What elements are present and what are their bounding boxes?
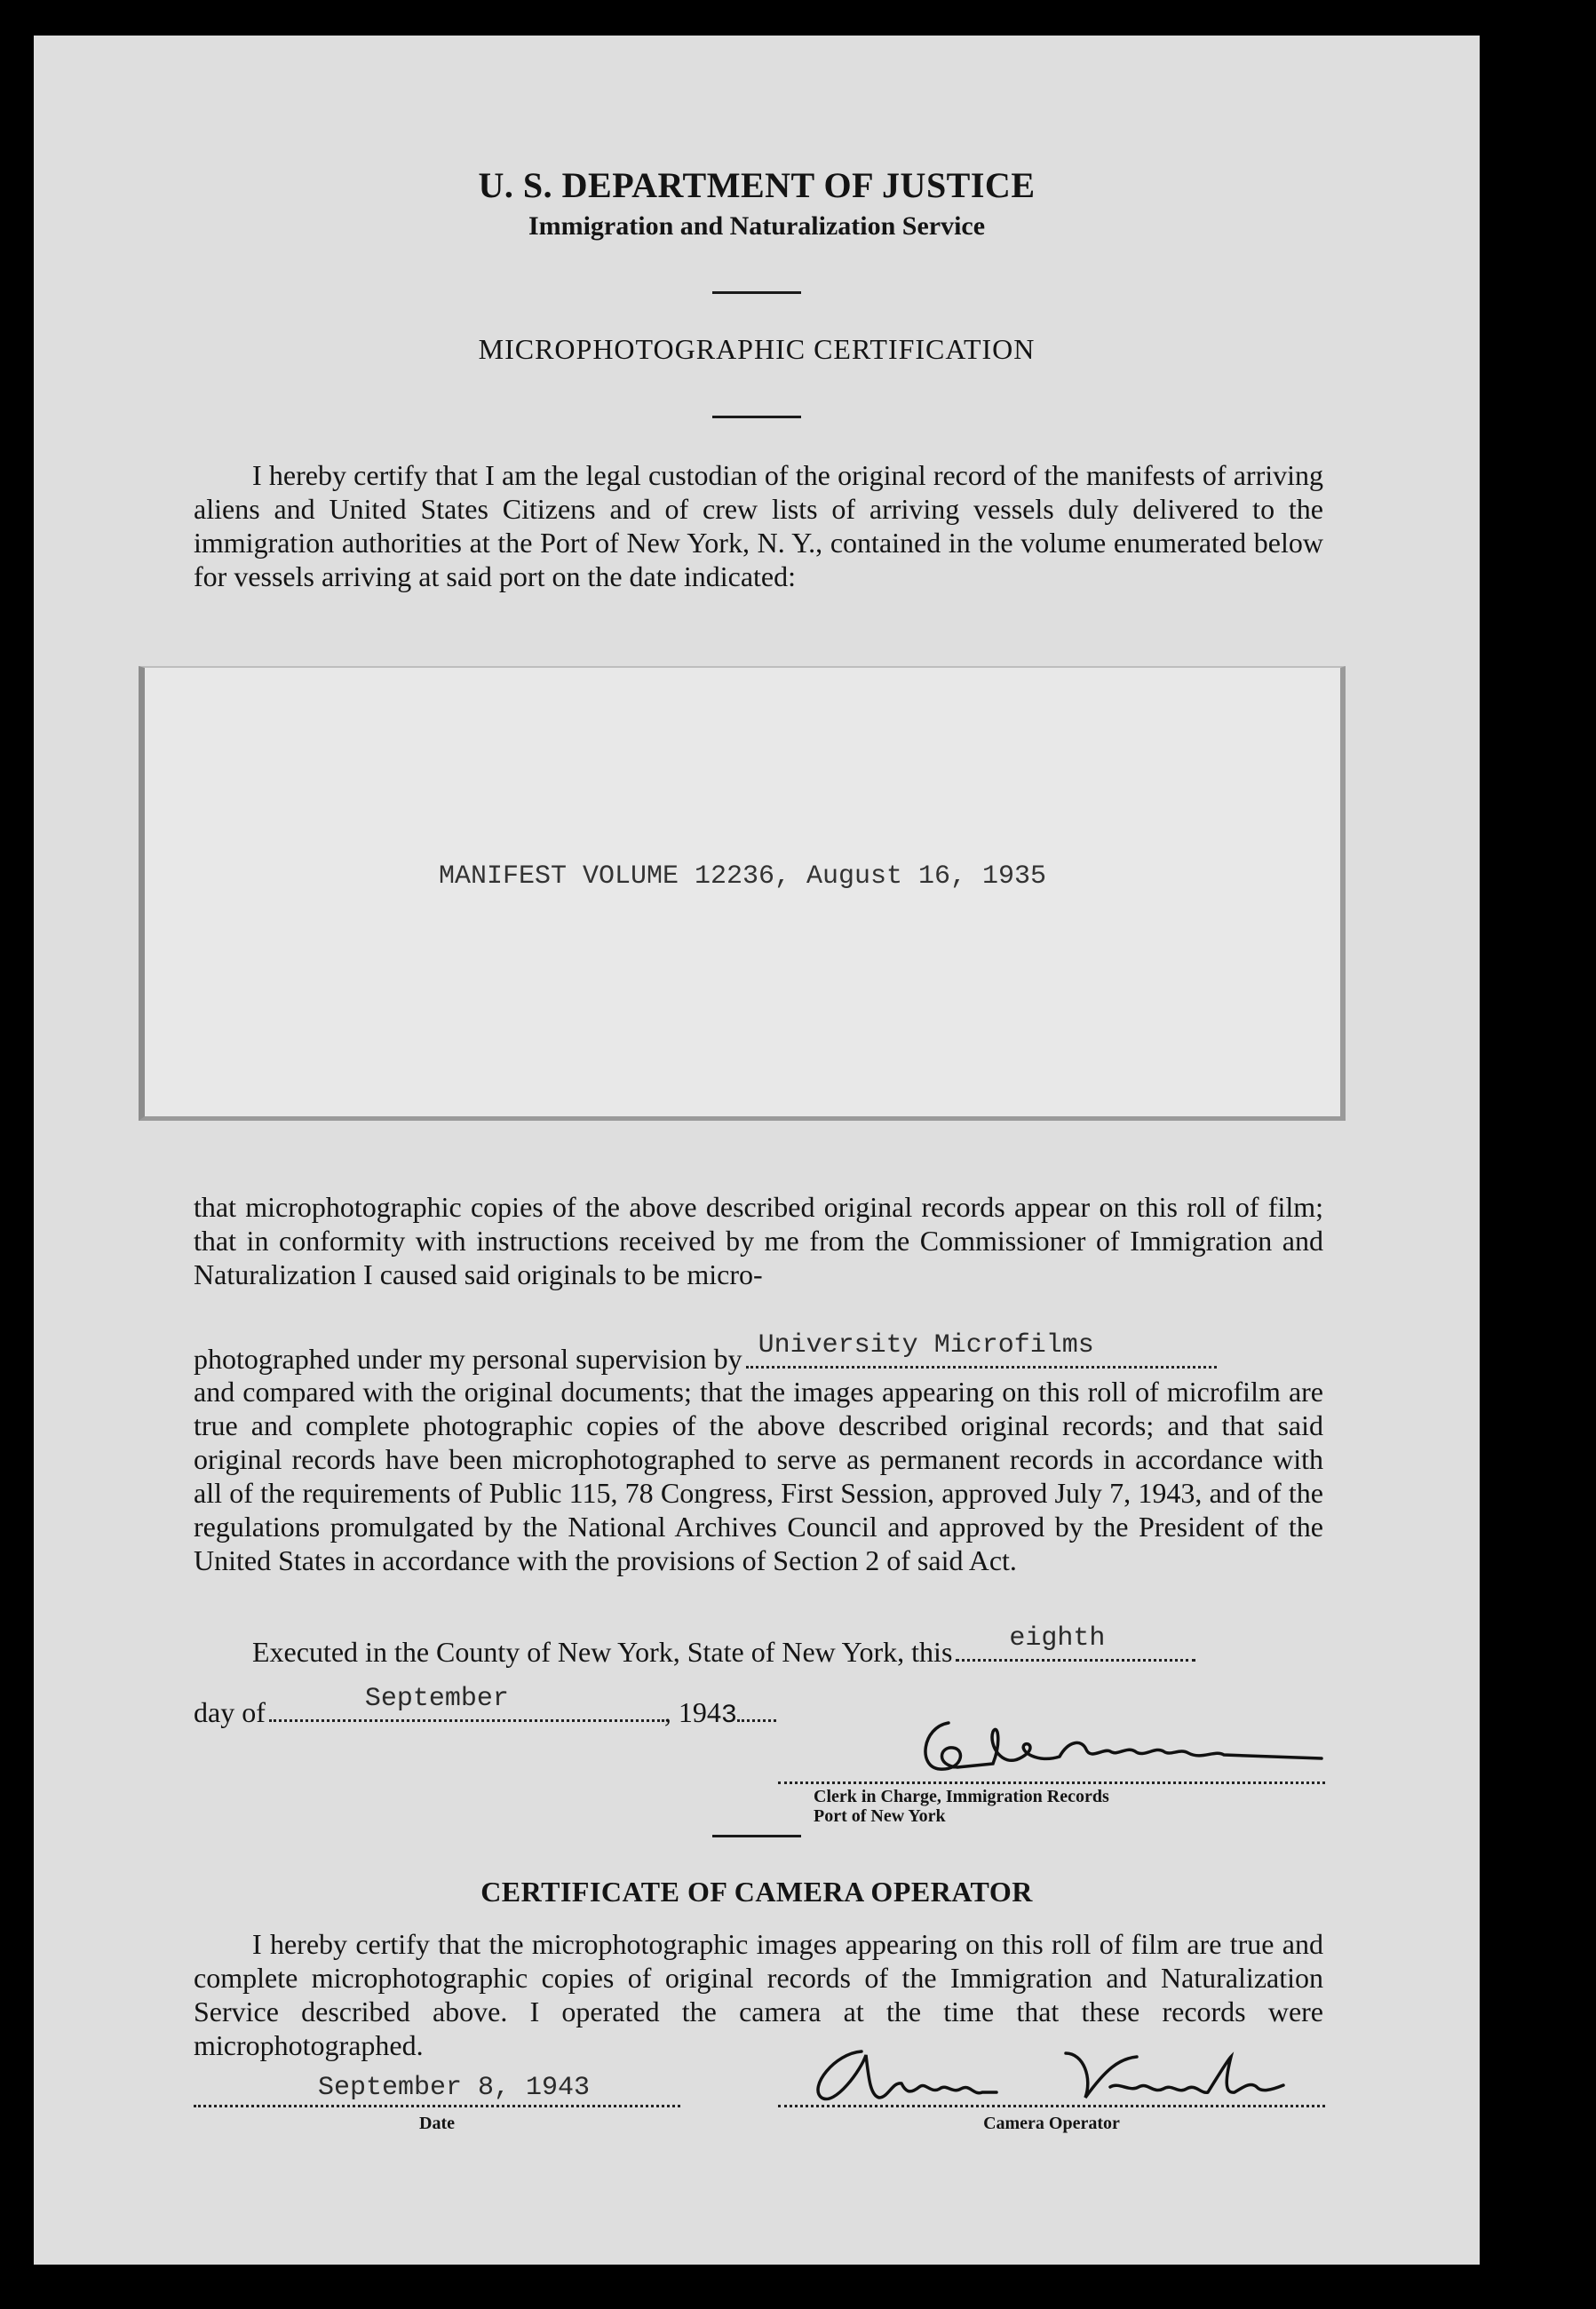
execution-day-value: eighth: [1009, 1623, 1106, 1654]
supervisor-field: [746, 1330, 1217, 1369]
camera-date-value: September 8, 1943: [318, 2073, 591, 2103]
camera-certificate-title: CERTIFICATE OF CAMERA OPERATOR: [480, 1876, 1033, 1908]
execution-prefix: Executed in the County of New York, State of New York, this: [252, 1636, 953, 1668]
service-subheading: Immigration and Naturalization Service: [528, 211, 986, 241]
volume-card-text: MANIFEST VOLUME 12236, August 16, 1935: [438, 861, 1047, 892]
intro-paragraph: I hereby certify that I am the legal custodian of the original record of the manifests of arriving aliens and United States Citizens and of crew lists of arriving vessels duly delivered to the immigration authorities at the Port of New York, N. Y., contained in the volume enumerated below for vessels arriving at said port on the date indicated:: [194, 459, 1323, 592]
camera-date-label: Date: [419, 2114, 455, 2133]
month-value: September: [364, 1684, 509, 1714]
year-prefix: , 194: [663, 1696, 721, 1728]
year-dots: [737, 1694, 776, 1722]
camera-paragraph: I hereby certify that the microphotographic images appearing on this roll of film are true and complete microphotographic copies of original records of the Immigration and Naturalization Service described above. I operated the camera at the time that these records were microphotographed.: [194, 1928, 1323, 2061]
supervision-prefix: photographed under my personal supervision by: [194, 1343, 742, 1375]
divider-top: [712, 291, 801, 294]
clerk-title-line1: Clerk in Charge, Immigration Records: [814, 1787, 1109, 1806]
day-of-label: day of: [194, 1696, 266, 1728]
body-paragraph-part1: that microphotographic copies of the above described original records appear on this roll of film; that in conformity with instructions received by me from the Commissioner of Immigration and Naturalization I caused said originals to be micro-: [194, 1191, 1323, 1290]
certification-title: MICROPHOTOGRAPHIC CERTIFICATION: [478, 333, 1036, 365]
supervision-line: [194, 1330, 1323, 1376]
divider-middle: [712, 416, 801, 418]
divider-bottom: [712, 1835, 801, 1837]
execution-day-field: [956, 1623, 1195, 1662]
department-heading: U. S. DEPARTMENT OF JUSTICE: [478, 165, 1036, 205]
year-suffix: 3: [720, 1701, 737, 1731]
camera-date-field: [194, 2069, 680, 2107]
month-field: [269, 1684, 664, 1722]
body-paragraph-part2: and compared with the original documents; that the images appearing on this roll of microfilm are true and complete photographic copies of the above described original records; and that said original records have been microphotographed to serve as permanent records in accordance with all of the requirements of Public 115, 78 Congress, First Session, approved July 7, 1943, and of the regulations promulgated by the National Archives Council and approved by the President of the United States in accordance with the provisions of Section 2 of said Act.: [194, 1376, 1323, 1576]
camera-operator-signature: [799, 2043, 1297, 2114]
supervisor-value: University Microfilms: [758, 1330, 1094, 1361]
camera-operator-label: Camera Operator: [983, 2114, 1120, 2133]
clerk-signature: [913, 1705, 1339, 1785]
clerk-title-line2: Port of New York: [814, 1806, 946, 1826]
volume-card: [139, 666, 1346, 1121]
document-sheet: [34, 36, 1480, 2265]
execution-line: [252, 1623, 1323, 1669]
